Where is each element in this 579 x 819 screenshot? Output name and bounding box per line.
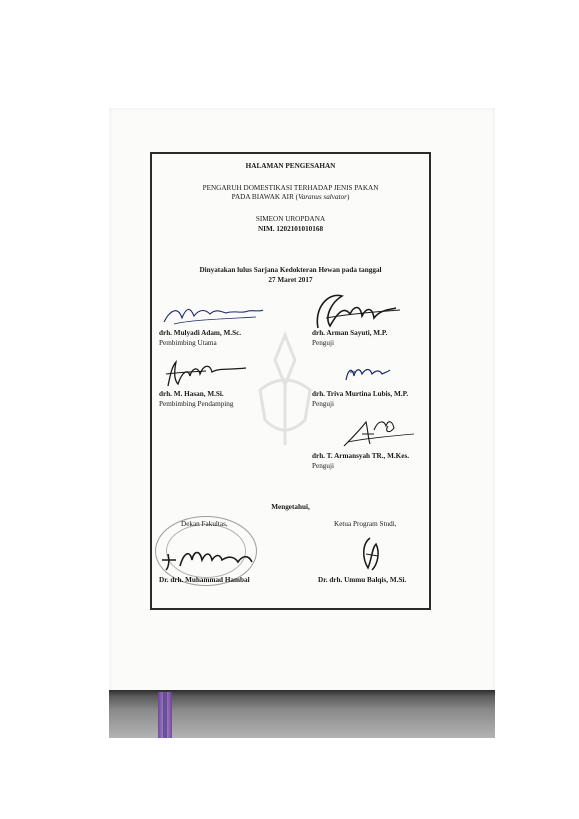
signature-ummu [358,534,384,574]
signatory-role-2: Penguji [312,339,334,347]
signature-armansyah [338,416,418,450]
thesis-title-line2: PADA BIAWAK AIR (Varanus salvator) [231,193,350,201]
graduation-date: 27 Maret 2017 [268,276,313,284]
graduation-statement: Dinyatakan lulus Sarjana Kedokteran Hewan pada tanggal [199,266,382,274]
thesis-title-line1: PENGARUH DOMESTIKASI TERHADAP JENIS PAKAN [202,184,379,192]
page-heading: HALAMAN PENGESAHAN [245,162,336,170]
signature-hambal [158,540,258,574]
species-name: Varanus salvator [298,193,347,201]
author-nim: NIM. 1202101010168 [257,225,324,233]
signatory-role-5: Penguji [312,462,334,470]
signatory-name-2: drh. Arman Sayuti, M.P. [312,329,388,337]
dean-name: Dr. drh. Muhammad Hambal [159,576,250,584]
signatory-name-5: drh. T. Armansyah TR., M.Kes. [312,452,410,460]
signature-mulyadi [160,300,265,328]
program-head-name: Dr. drh. Ummu Balqis, M.Si. [318,576,407,584]
signature-triva [342,362,392,386]
bookmark-ribbon-shadow [163,692,167,738]
signatory-name-4: drh. Triva Murtina Lubis, M.P. [312,390,409,398]
author-name: SIMEON UROPDANA [255,215,326,223]
signatory-role-1: Pembimbing Utama [159,339,217,347]
signatory-name-3: drh. M. Hasan, M.Si. [159,390,224,398]
dean-role: Dekan Fakultas, [181,520,228,528]
approval-heading: Mengetahui, [271,503,310,511]
signatory-role-4: Penguji [312,400,334,408]
signature-arman [308,288,403,334]
signatory-name-1: drh. Mulyadi Adam, M.Sc. [159,329,242,337]
signature-hasan [162,358,250,390]
program-head-role: Ketua Program Studi, [334,520,397,528]
watermark-emblem [250,330,320,450]
signatory-role-3: Pembimbing Pendamping [159,400,234,408]
